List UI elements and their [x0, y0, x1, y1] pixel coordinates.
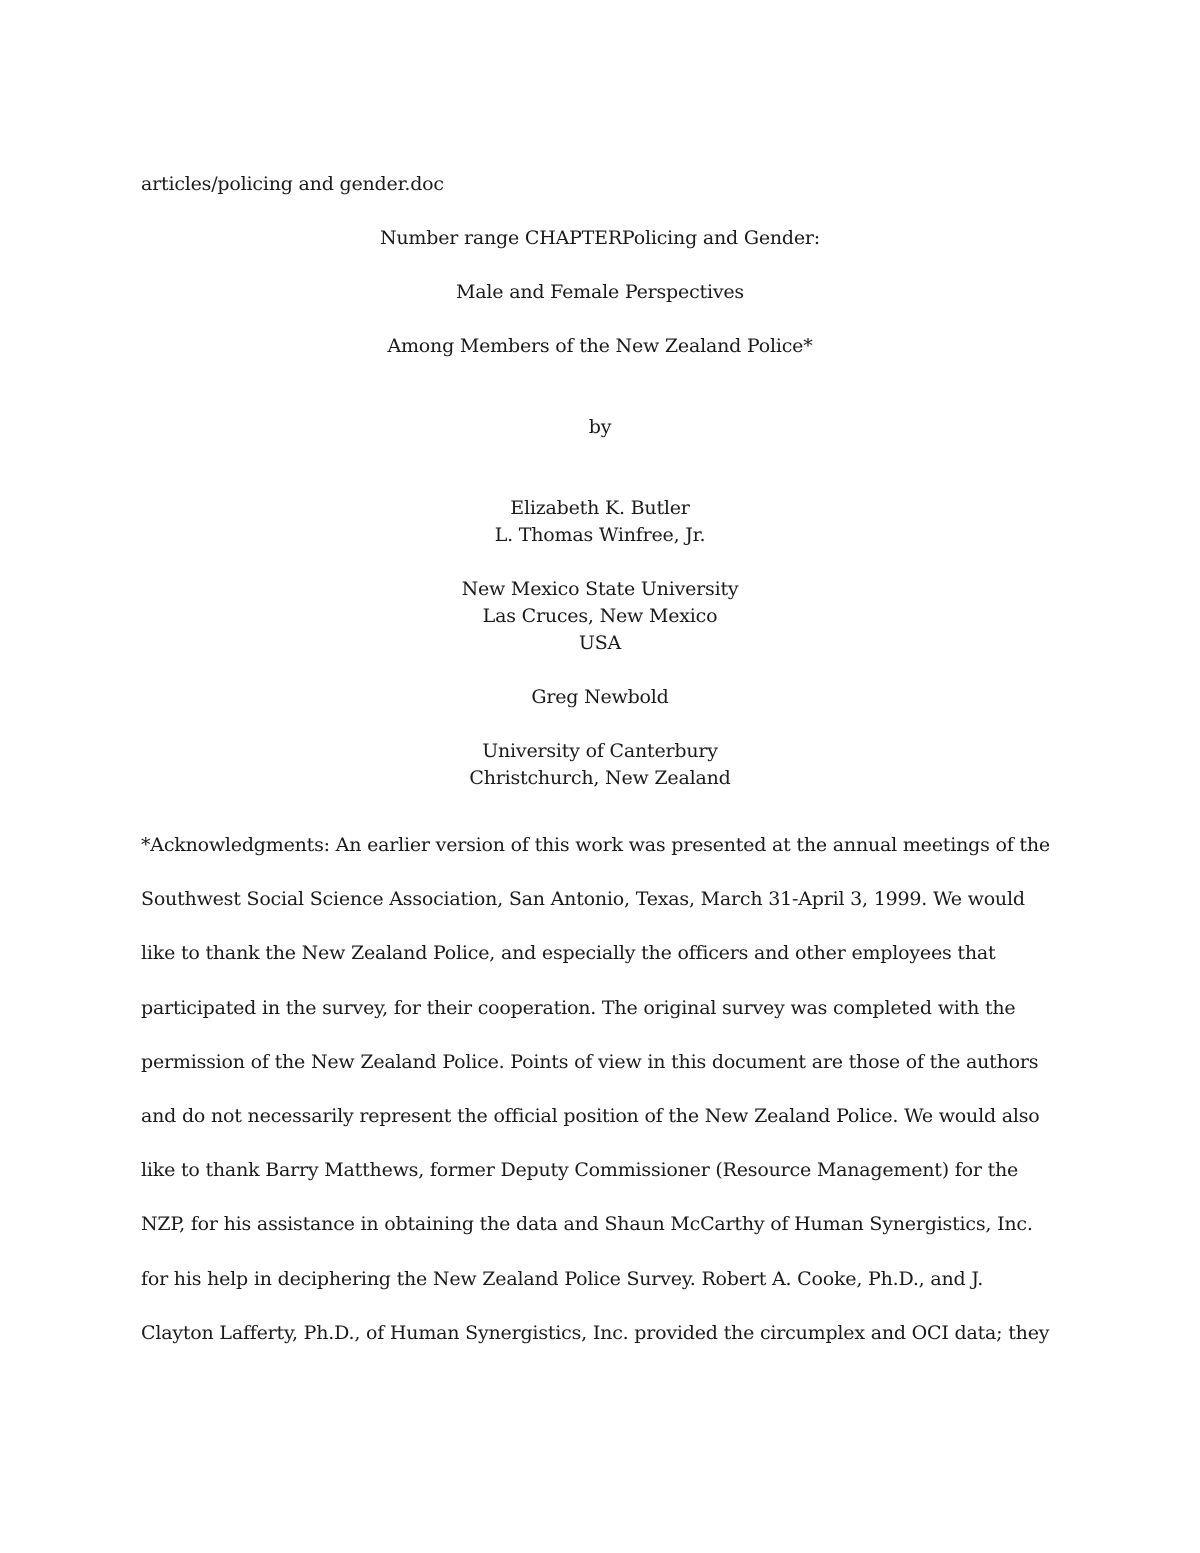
title-line-1: Number range CHAPTERPolicing and Gender:	[379, 227, 821, 249]
title-line-3: Among Members of the New Zealand Police*	[387, 335, 813, 357]
affiliation-1-city: Las Cruces, New Mexico	[482, 605, 718, 627]
affiliation-1-country: USA	[578, 632, 622, 654]
acknowledgments-line: like to thank the New Zealand Police, and especially the officers and other employees that	[141, 942, 996, 965]
acknowledgments-line: *Acknowledgments: An earlier version of this work was presented at the annual meetings of the	[141, 834, 1050, 856]
acknowledgments-line: like to thank Barry Matthews, former Deputy Commissioner (Resource Management) for the	[141, 1159, 1019, 1182]
acknowledgments-paragraph	[141, 818, 1050, 1360]
byline: by	[588, 416, 612, 438]
affiliation-2-university: University of Canterbury	[482, 740, 718, 762]
acknowledgments-line: permission of the New Zealand Police. Points of view in this document are those of the authors	[141, 1050, 1039, 1073]
acknowledgments-line: NZP, for his assistance in obtaining the data and Shaun McCarthy of Human Synergistics, Inc.	[141, 1213, 1033, 1236]
affiliation-1-university: New Mexico State University	[461, 578, 739, 600]
author-name-3: Greg Newbold	[531, 686, 669, 708]
acknowledgments-line: Clayton Lafferty, Ph.D., of Human Synergistics, Inc. provided the circumplex and OCI data; they	[141, 1321, 1050, 1344]
acknowledgments-line: for his help in deciphering the New Zealand Police Survey. Robert A. Cooke, Ph.D., and J.	[141, 1267, 984, 1290]
acknowledgments-line: and do not necessarily represent the official position of the New Zealand Police. We would also	[141, 1105, 1040, 1128]
author-name-1: Elizabeth K. Butler	[510, 497, 690, 519]
affiliation-2-city: Christchurch, New Zealand	[469, 767, 731, 789]
author-name-2: L. Thomas Winfree, Jr.	[494, 524, 706, 546]
file-path-header: articles/policing and gender.doc	[141, 173, 444, 195]
acknowledgments-line: participated in the survey, for their cooperation. The original survey was completed with the	[141, 996, 1016, 1019]
acknowledgments-line: Southwest Social Science Association, San Antonio, Texas, March 31-April 3, 1999. We would	[141, 888, 1025, 911]
title-line-2: Male and Female Perspectives	[456, 281, 744, 303]
